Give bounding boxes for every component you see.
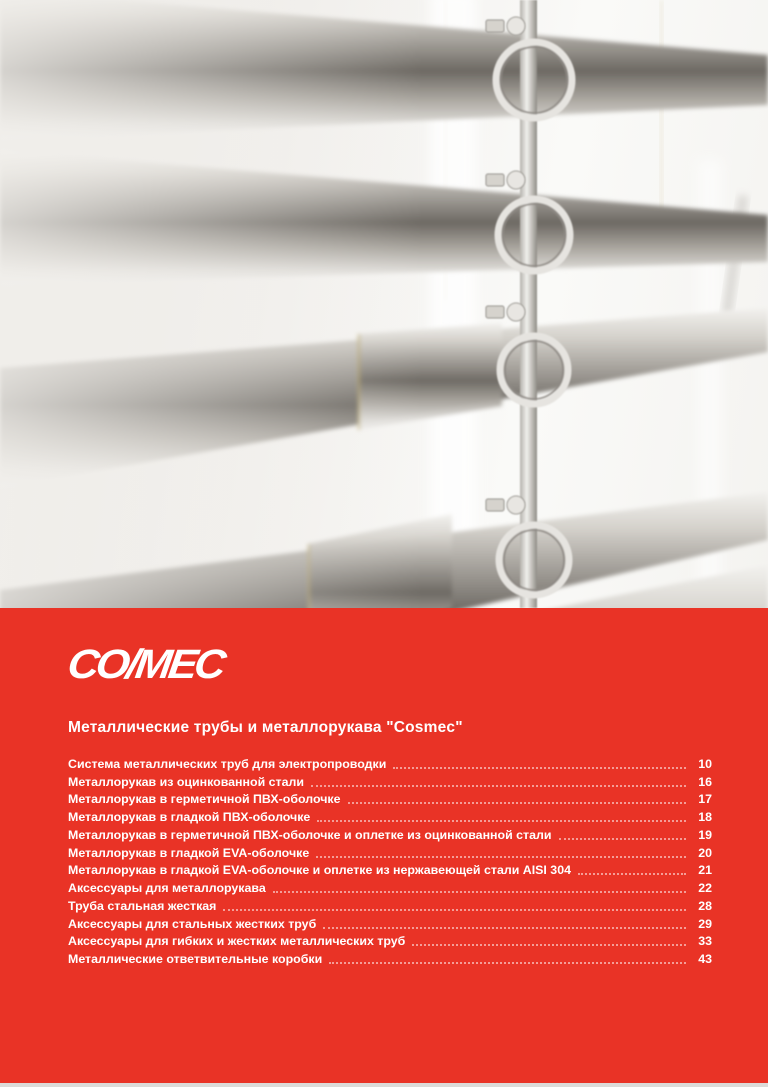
toc-item-label: Труба стальная жесткая	[68, 898, 217, 913]
toc-item-label: Металлорукав в гладкой ПВХ-оболочке	[68, 810, 311, 824]
leader-dots	[317, 820, 686, 822]
toc-item-page: 22	[698, 881, 712, 895]
catalog-section	[0, 608, 768, 1083]
toc-item-page: 28	[698, 898, 712, 913]
table-of-contents	[68, 754, 712, 967]
leader-dots	[316, 856, 686, 858]
toc-item-12[interactable]	[68, 949, 712, 967]
toc-item-page: 17	[698, 792, 712, 807]
toc-item-9[interactable]	[68, 896, 712, 914]
cosmec-logo: CO/MEC	[64, 641, 227, 687]
toc-item-3[interactable]	[68, 790, 712, 808]
toc-item-2[interactable]	[68, 772, 712, 790]
toc-item-7[interactable]	[68, 861, 712, 879]
toc-item-page: 19	[698, 827, 712, 842]
toc-item-page: 20	[698, 845, 712, 860]
toc-item-page: 29	[698, 916, 712, 931]
toc-item-page: 10	[698, 756, 712, 771]
toc-item-page: 33	[698, 934, 712, 949]
toc-item-4[interactable]	[68, 807, 712, 825]
bottom-strip	[0, 1083, 768, 1087]
toc-item-1[interactable]	[68, 754, 712, 772]
toc-item-page: 43	[698, 952, 712, 966]
toc-item-label: Металлорукав из оцинкованной стали	[68, 774, 304, 789]
toc-item-11[interactable]	[68, 932, 712, 950]
toc-item-label: Металлорукав в герметичной ПВХ-оболочке	[68, 792, 341, 807]
toc-item-label: Аксессуары для гибких и жестких металлических труб	[68, 934, 406, 949]
page-title: Металлические трубы и металлорукава "Cosmec"	[68, 719, 463, 736]
toc-item-8[interactable]	[68, 878, 712, 896]
toc-item-10[interactable]	[68, 914, 712, 932]
leader-dots	[393, 767, 686, 769]
toc-item-label: Система металлических труб для электропроводки	[68, 756, 387, 771]
toc-item-page: 18	[698, 810, 712, 824]
toc-item-label: Металлические ответвительные коробки	[68, 952, 323, 966]
leader-dots	[223, 909, 686, 911]
leader-dots	[323, 927, 686, 929]
toc-item-page: 21	[698, 863, 712, 878]
toc-item-5[interactable]	[68, 825, 712, 843]
toc-item-6[interactable]	[68, 843, 712, 861]
leader-dots	[273, 891, 686, 893]
toc-item-label: Аксессуары для металлорукава	[68, 881, 266, 895]
toc-item-label: Металлорукав в гладкой EVA-оболочке	[68, 845, 310, 860]
leader-dots	[329, 962, 686, 964]
leader-dots	[348, 802, 686, 804]
leader-dots	[412, 944, 686, 946]
leader-dots	[578, 873, 686, 875]
toc-item-label: Металлорукав в гладкой EVA-оболочке и оплетке из нержавеющей стали AISI 304	[68, 863, 571, 878]
toc-item-page: 16	[698, 774, 712, 789]
toc-item-label: Аксессуары для стальных жестких труб	[68, 916, 317, 931]
leader-dots	[559, 838, 687, 840]
leader-dots	[311, 785, 686, 787]
toc-item-label: Металлорукав в герметичной ПВХ-оболочке и оплетке из оцинкованной стали	[68, 827, 552, 842]
